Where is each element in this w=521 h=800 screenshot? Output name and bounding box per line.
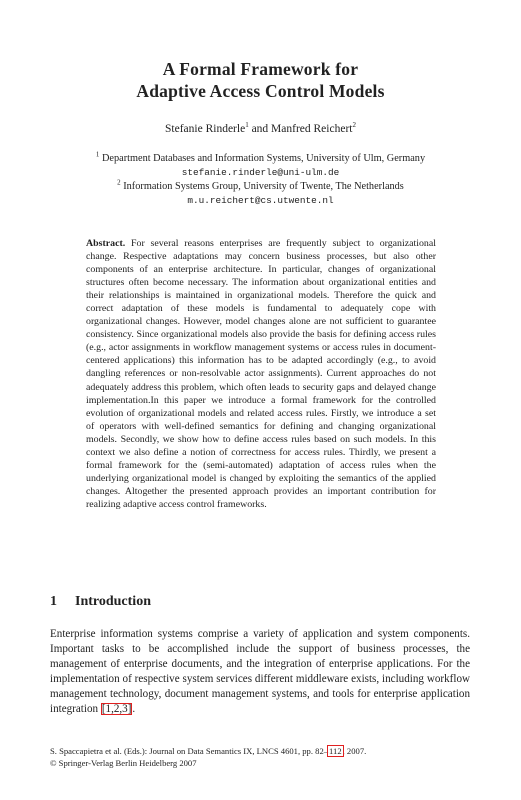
author-2-affil-mark: 2 bbox=[352, 121, 356, 130]
affiliation-2 bbox=[0, 180, 521, 194]
affiliation-1-text: Department Databases and Information Systems, University of Ulm, Germany bbox=[101, 153, 426, 164]
abstract-text: For several reasons enterprises are frequently subject to organizational change. Respective adaptations may concern business processes, but also other components of an enterprise architecture. In particular, changes of organizational structures often become necessary. The information about organizational entities and their relationships is maintained in organizational models. Therefore the quick and correct adaptation of these models is fundamental to adequately cope with organizational changes. However, model changes alone are not sufficient to guarantee consistency. Since organizational models also provide the basis for defining access rules (e.g., actor assignments in workflow management systems or access rules in document-centered applications) this information has to be adapted accordingly (e.g., to avoid dangling references or non-resolvable actor assignments). Current approaches do not adequately address this problem, which often leads to security gaps and delayed change implementation.In this paper we introduce a formal framework for the controlled evolution of organizational models and related access rules. Firstly, we introduce a set of operators with well-defined semantics for defining and changing organizational models. Secondly, we show how to define access rules based on such models. In this context we also define a notion of correctness for access rules. Thirdly, we present a formal framework for the (semi-automated) adaptation of access rules when the underlying organizational model is changed by exploiting the semantics of the applied changes. Altogether the presented approach provides an important contribution for realizing adaptive access control frameworks. bbox=[86, 238, 436, 510]
intro-end: . bbox=[132, 703, 136, 716]
footer-year: , 2007. bbox=[342, 746, 367, 756]
author-separator: and bbox=[248, 123, 272, 135]
footer-copyright: © Springer-Verlag Berlin Heidelberg 2007 bbox=[50, 758, 197, 768]
section-heading bbox=[50, 594, 151, 610]
page-range-link[interactable]: 112 bbox=[329, 746, 342, 756]
abstract-label: Abstract. bbox=[86, 238, 126, 249]
affiliation-1-email[interactable]: stefanie.rinderle@uni-ulm.de bbox=[181, 167, 340, 178]
citation-link[interactable]: [1,2,3] bbox=[101, 703, 132, 716]
affiliation-1-mark: 1 bbox=[95, 150, 100, 159]
abstract bbox=[86, 237, 436, 511]
affiliation-2-text: Information Systems Group, University of Twente, The Netherlands bbox=[123, 181, 404, 192]
affiliation-1 bbox=[0, 152, 521, 166]
intro-text: Enterprise information systems comprise a variety of application and system components. Important tasks to be accomplished include the support of business processes, the management of enterprise documents, and the integration of enterprise applications. For the implementation of respective system services different middleware exists, including workflow management technology, document management systems, and tools for enterprise application integration bbox=[50, 628, 470, 716]
footer-line-1 bbox=[50, 745, 366, 757]
author-list bbox=[0, 123, 521, 135]
author-1: Stefanie Rinderle bbox=[165, 123, 246, 135]
section-title: Introduction bbox=[75, 594, 151, 609]
section-number: 1 bbox=[50, 594, 57, 609]
affiliation-2-mark: 2 bbox=[117, 178, 121, 187]
paper-title bbox=[0, 58, 521, 102]
title-line-2: Adaptive Access Control Models bbox=[136, 81, 385, 101]
footer-citation: S. Spaccapietra et al. (Eds.): Journal on Data Semantics IX, LNCS 4601, pp. 82– bbox=[50, 746, 329, 756]
author-2: Manfred Reichert bbox=[271, 123, 353, 135]
affiliation-2-email[interactable]: m.u.reichert@cs.utwente.nl bbox=[187, 195, 334, 206]
author-1-affil-mark: 1 bbox=[245, 121, 249, 130]
intro-paragraph bbox=[50, 627, 470, 718]
copyright-footer bbox=[50, 745, 366, 769]
title-line-1: A Formal Framework for bbox=[162, 59, 359, 79]
